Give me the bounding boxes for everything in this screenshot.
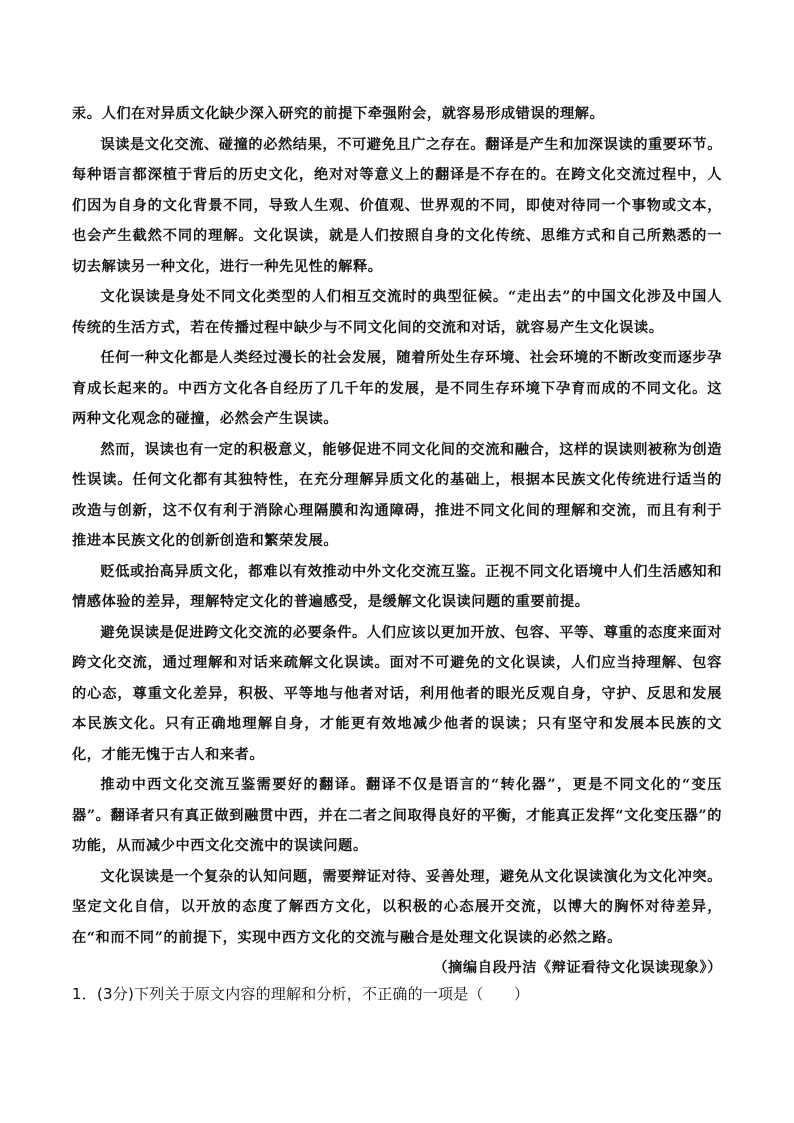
paragraph-continued: 汞。人们在对异质文化缺少深入研究的前提下牵强附会，就容易形成错误的理解。 [72,106,605,122]
source-citation: （摘编自段丹洁《辩证看待文化误读现象》） [433,960,722,976]
paragraph: 误读是文化交流、碰撞的必然结果，不可避免且广之存在。翻译是产生和加深误读的重要环节。每种语言都深植于背后的历史文化，绝对对等意义上的翻译是不存在的。在跨文化交流过程中，人们因为自身的文化背景不同，导致人生观、价值观、世界观的不同，即使对待同一个事物或文本，也会产生截然不同的理解。文化误读，就是人们按照自身的文化传统、思维方式和自己所熟悉的一切去解读另一种文化，进行一种先见性的解释。 [72,136,722,275]
question-stem: 1．(3分)下列关于原文内容的理解和分析，不正确的一项是（ ） [72,985,530,1003]
paragraph: 任何一种文化都是人类经过漫长的社会发展，随着所处生存环境、社会环境的不断改变而逐步孕育成长起来的。中西方文化各自经历了几千年的发展，是不同生存环境下孕育而成的不同文化。这两种文化观念的碰撞，必然会产生误读。 [72,350,722,427]
paragraph: 文化误读是一个复杂的认知问题，需要辩证对待、妥善处理，避免从文化误读演化为文化冲突。坚定文化自信，以开放的态度了解西方文化，以积极的心态展开交流，以博大的胸怀对待差异，在“和而不同”的前提下，实现中西方文化的交流与融合是处理文化误读的必然之路。 [72,868,722,946]
article-body [72,99,722,984]
paragraph: 推动中西文化交流互鉴需要好的翻译。翻译不仅是语言的“转化器”，更是不同文化的“变压器”。翻译者只有真正做到融贯中西，并在二者之间取得良好的平衡，才能真正发挥“文化变压器”的功能，从而减少中西文化交流中的误读问题。 [72,777,722,854]
paragraph: 避免误读是促进跨文化交流的必要条件。人们应该以更加开放、包容、平等、尊重的态度来面对跨文化交流，通过理解和对话来疏解文化误读。面对不可避免的文化误读，人们应当持理解、包容的心态，尊重文化差异，积极、平等地与他者对话，利用他者的眼光反观自身，守护、反思和发展本民族文化。只有正确地理解自身，才能更有效地减少他者的误读；只有坚守和发展本民族的文化，才能无愧于古人和来者。 [72,624,722,763]
paragraph: 然而，误读也有一定的积极意义，能够促进不同文化间的交流和融合，这样的误读则被称为创造性误读。任何文化都有其独特性，在充分理解异质文化的基础上，根据本民族文化传统进行适当的改造与创新，这不仅有利于消除心理隔膜和沟通障碍，推进不同文化间的理解和交流，而且有利于推进本民族文化的创新创造和繁荣发展。 [72,441,722,549]
paragraph: 文化误读是身处不同文化类型的人们相互交流时的典型征候。“走出去”的中国文化涉及中国人传统的生活方式，若在传播过程中缺少与不同文化间的交流和对话，就容易产生文化误读。 [72,289,722,336]
paragraph: 贬低或抬高异质文化，都难以有效推动中外文化交流互鉴。正视不同文化语境中人们生活感知和情感体验的差异，理解特定文化的普遍感受，是缓解文化误读问题的重要前提。 [72,563,722,610]
